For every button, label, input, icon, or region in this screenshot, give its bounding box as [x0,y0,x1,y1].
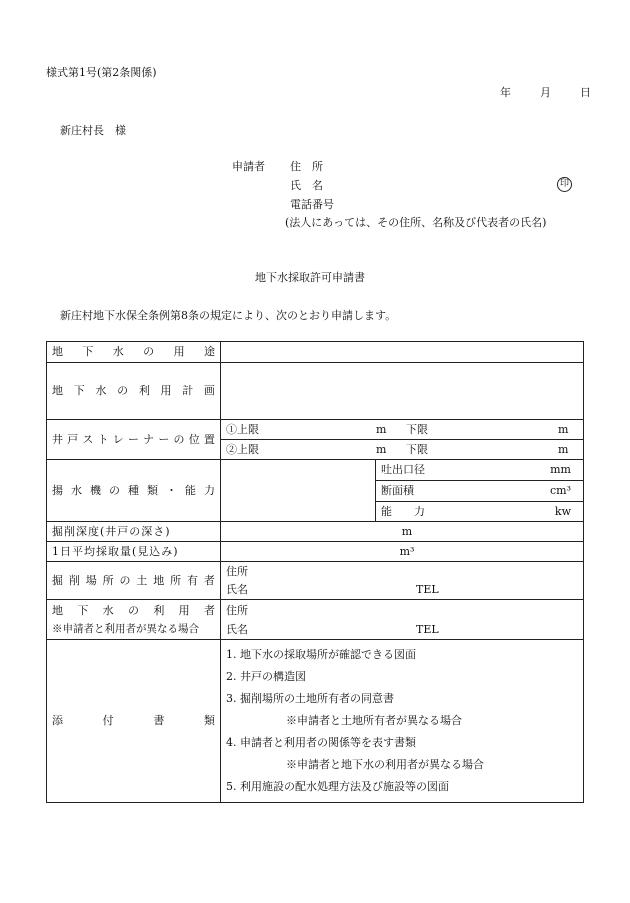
table-row [47,640,584,803]
user-label: 地 下 水 の 利 用 者 [52,603,215,617]
landowner-name-row: 氏名 TEL [226,582,439,596]
attach-label: 添 付 書 類 [52,714,215,728]
date-month: 月 [540,86,551,99]
corporation-note: (法人にあっては、その住所、名称及び代表者の氏名) [285,216,547,229]
applicant-role: 申請者 [232,160,265,173]
date-line [500,84,591,100]
pump-spec-power[interactable]: 能 力 kw [376,501,583,521]
plan-label: 地 下 水 の 利 用 計 画 [52,384,215,398]
strainer-cell [221,420,584,460]
strainer-row-1[interactable]: ①上限 m 下限 m [226,423,569,436]
applicant-phone-label: 電話番号 [290,198,334,211]
form-number: 様式第1号(第2条関係) [46,66,157,79]
pump-specs-cell [376,460,584,522]
landowner-input[interactable] [221,562,584,600]
user-name-row: 氏名 TEL [226,622,439,636]
landowner-address: 住所 [226,564,248,578]
list-item: ※申請者と地下水の利用者が異なる場合 [286,758,484,771]
date-year: 年 [500,86,511,99]
pump-spec-area[interactable]: 断面積 cm³ [376,480,583,501]
user-label-cell [47,600,221,640]
pump-label: 揚 水 機 の 種 類 ・ 能 力 [52,483,215,497]
use-label: 地 下 水 の 用 途 [52,345,215,359]
list-item: 5. 利用施設の配水処理方法及び施設等の図面 [226,780,449,793]
table-row [47,542,584,562]
table-row [47,363,584,420]
depth-label: 掘削深度(井戸の深さ) [47,522,221,542]
list-item: ※申請者と土地所有者が異なる場合 [286,714,462,727]
date-day: 日 [580,86,591,99]
plan-label-cell [47,363,221,420]
applicant-address-label: 住 所 [290,160,323,173]
application-table [46,341,584,803]
user-address: 住所 [226,603,248,617]
list-item: 2. 井戸の構造図 [226,670,306,683]
table-row [47,522,584,542]
strainer-row-2[interactable]: ②上限 m 下限 m [221,439,583,459]
use-label-cell [47,342,221,363]
user-input[interactable] [221,600,584,640]
table-row [47,460,584,522]
strainer-label: 井 戸 ス ト レ ー ナ ー の 位 置 [52,432,215,446]
strainer-label-cell [47,420,221,460]
attachments-list [221,640,584,803]
attach-label-cell [47,640,221,803]
list-item: 4. 申請者と利用者の関係等を表す書類 [226,736,416,749]
plan-input[interactable] [221,363,584,420]
document-title: 地下水採取許可申請書 [255,271,365,284]
pump-label-cell [47,460,221,522]
amount-label: 1日平均採取量(見込み) [47,542,221,562]
table-row [47,562,584,600]
depth-input[interactable]: m [221,522,584,542]
table-row [47,600,584,640]
seal-icon: 印 [557,177,572,192]
applicant-name-label: 氏 名 [290,179,323,192]
list-item: 1. 地下水の採取場所が確認できる図面 [226,648,416,661]
table-row [47,420,584,460]
use-input[interactable] [221,342,584,363]
table-row [47,342,584,363]
amount-input[interactable]: m³ [221,542,584,562]
pump-spec-diameter[interactable]: 吐出口径 mm [381,463,571,476]
list-item: 3. 掘削場所の土地所有者の同意書 [226,692,394,705]
addressee: 新庄村長 様 [60,124,126,137]
user-note: ※申請者と利用者が異なる場合 [52,622,199,635]
landowner-label: 掘 削 場 所 の 土 地 所 有 者 [52,573,215,587]
pump-type-input[interactable] [221,460,376,522]
intro-text: 新庄村地下水保全条例第8条の規定により、次のとおり申請します。 [60,309,397,322]
landowner-label-cell [47,562,221,600]
